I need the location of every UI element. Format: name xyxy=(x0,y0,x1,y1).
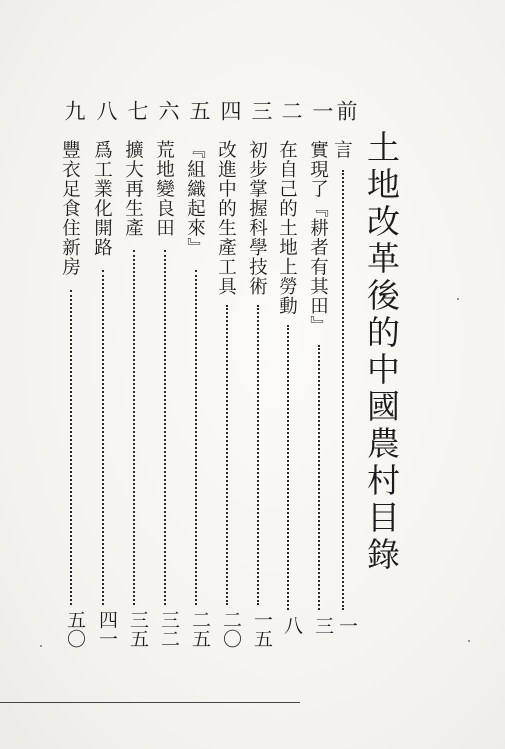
dot-leader xyxy=(342,170,344,610)
toc-entry-title: 在自己的土地上勞動 xyxy=(276,140,298,316)
toc-entry-page: 二五 xyxy=(189,610,211,648)
dot-leader xyxy=(226,305,228,605)
page-title: 土地改革後的中國農村目錄 xyxy=(362,130,401,574)
toc-entry-title: 荒地變良田 xyxy=(153,140,175,238)
toc-entry-title: 豐衣足食住新房 xyxy=(59,140,81,277)
toc-entry xyxy=(90,100,116,660)
toc-entry-page: 三五 xyxy=(127,610,149,648)
toc-entry xyxy=(306,100,332,660)
toc-entry xyxy=(330,100,356,660)
toc-entry-title: 『組織起來』 xyxy=(184,140,206,257)
toc-entry-number: 六 xyxy=(156,100,180,121)
dot-leader xyxy=(287,325,289,610)
toc-entry-number: 七 xyxy=(125,100,149,121)
toc-entry-page: 八 xyxy=(281,616,303,635)
toc-entry-page: 四一 xyxy=(96,610,118,648)
paper-speck xyxy=(457,298,459,300)
toc-entry-page: 一五 xyxy=(251,610,273,648)
dot-leader xyxy=(195,270,197,605)
toc-entry-page: 三二 xyxy=(158,610,180,648)
toc-entry-number: 八 xyxy=(94,100,118,121)
toc-entry-page: 五〇 xyxy=(64,610,86,648)
dot-leader xyxy=(133,250,135,605)
toc-entry xyxy=(121,100,147,660)
toc-entry xyxy=(183,100,209,660)
toc-entry xyxy=(152,100,178,660)
toc-entry-title: 言 xyxy=(331,140,353,160)
bottom-rule xyxy=(0,702,300,703)
toc-entry-number: 三 xyxy=(249,100,273,121)
toc-entry xyxy=(214,100,240,660)
toc-entry-page: 一 xyxy=(336,616,358,635)
toc-entry xyxy=(58,100,84,660)
toc-entry-page: 二〇 xyxy=(220,610,242,648)
toc-entry-number: 二 xyxy=(279,100,303,121)
toc-entry-title: 擴大再生產 xyxy=(122,140,144,238)
toc-entry-title: 改進中的生產工具 xyxy=(215,140,237,296)
dot-leader xyxy=(70,290,72,605)
toc-entry-title: 爲工業化開路 xyxy=(91,140,113,257)
toc-entry xyxy=(275,100,301,660)
toc-entry-number: 四 xyxy=(218,100,242,121)
paper-speck xyxy=(40,645,42,647)
toc-entry-number: 九 xyxy=(62,100,86,121)
toc-entry-title: 實現了『耕者有其田』 xyxy=(307,140,329,335)
toc-entry-number: 前 xyxy=(334,100,358,121)
dot-leader xyxy=(318,345,320,610)
toc-entry-page: 三 xyxy=(312,616,334,635)
toc-entry-number: 一 xyxy=(310,100,334,121)
paper-speck xyxy=(468,640,470,642)
dot-leader xyxy=(164,250,166,605)
toc-entry-number: 五 xyxy=(187,100,211,121)
dot-leader xyxy=(257,305,259,605)
toc-entry-title: 初步掌握科學技術 xyxy=(246,140,268,296)
toc-entry xyxy=(245,100,271,660)
dot-leader xyxy=(102,270,104,605)
